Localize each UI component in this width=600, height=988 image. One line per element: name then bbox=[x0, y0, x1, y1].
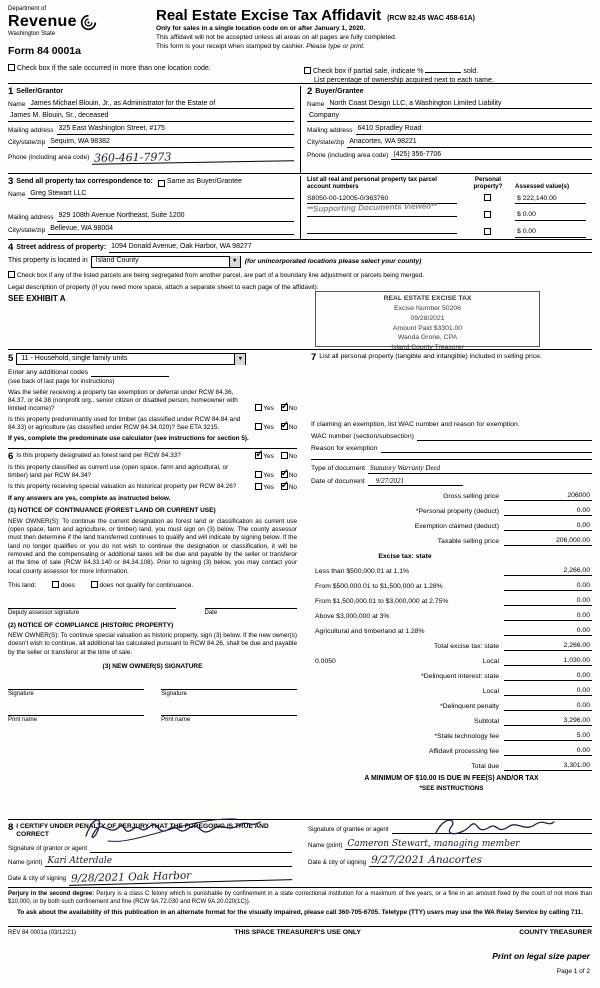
new-owner-signature-cell bbox=[8, 679, 144, 699]
wac-number-field[interactable] bbox=[417, 432, 592, 441]
new-owner-printname-cell bbox=[161, 705, 297, 725]
additional-codes-label: Enter any additional codes bbox=[8, 368, 89, 376]
top-check-row bbox=[8, 62, 592, 84]
no-label: No bbox=[288, 453, 297, 461]
does-label: does bbox=[60, 582, 75, 590]
grantee-signature-label: Signature of grantee or agent bbox=[308, 826, 389, 834]
tax-row-label: *Delinquent penalty bbox=[440, 703, 499, 710]
new-owner-printname-line-2[interactable] bbox=[161, 705, 297, 716]
segregated-label: Check box if any of the listed parcels are being segregated from another parcel, are part of a boundary line adjustment or parcels being merged. bbox=[16, 271, 425, 279]
type-or-print-note: Please type or print. bbox=[306, 43, 365, 51]
stamp-treasurer-title: Island County Treasurer bbox=[391, 344, 464, 352]
print-name-label: Print name bbox=[161, 716, 191, 723]
seller-name-line1[interactable]: James Michael Blouin, Jr., as Administrator for the Estate of bbox=[28, 100, 294, 110]
street-address-field[interactable]: 1094 Donald Avenue, Oak Harbor, WA 98277 bbox=[109, 243, 592, 253]
tax-row-value[interactable]: 0.00 bbox=[504, 627, 592, 636]
historic-property-question: Is this property receiving special valuation as historical property per RCW 84.26? bbox=[8, 483, 237, 491]
multi-location-label: Check box if the sale occurred in more than one location code. bbox=[16, 65, 211, 72]
stamp-title: REAL ESTATE EXCISE TAX bbox=[383, 295, 472, 302]
land-does-checkbox[interactable] bbox=[52, 581, 59, 588]
no-label: No bbox=[288, 472, 297, 480]
yes-label: Yes bbox=[263, 484, 274, 492]
revenue-wordmark: Revenue bbox=[8, 13, 77, 30]
minimum-due-note: A MINIMUM OF $10.00 IS DUE IN FEE(S) AND/OR TAX bbox=[364, 775, 539, 783]
seller-heading: Seller/Grantor bbox=[16, 87, 63, 95]
section-3-number: 3 bbox=[8, 176, 14, 187]
tax-row-label: Gross selling price bbox=[443, 493, 499, 500]
buyer-heading: Buyer/Grantee bbox=[315, 87, 364, 95]
tax-row-label: Subtotal bbox=[474, 718, 499, 725]
land-use-select[interactable] bbox=[16, 353, 246, 365]
correspondence-heading: Send all property tax correspondence to: bbox=[16, 177, 153, 185]
stamp-amount-paid: Amount Paid $3301.00 bbox=[392, 324, 463, 332]
yes-label: Yes bbox=[263, 453, 274, 461]
correspondence-name-label: Name bbox=[8, 191, 26, 199]
timber-use-answer bbox=[250, 423, 297, 432]
tax-computation-table bbox=[311, 486, 592, 792]
tax-row bbox=[311, 741, 592, 756]
tax-row-label: Local bbox=[482, 658, 499, 665]
current-use-no-checkbox[interactable] bbox=[281, 471, 288, 478]
assessed-value-field[interactable]: $ 222,140.00 bbox=[515, 195, 586, 204]
seller-buyer-section bbox=[8, 84, 592, 174]
form-header bbox=[8, 6, 592, 62]
seller-address-field[interactable]: 325 East Washington Street, #175 bbox=[57, 125, 294, 135]
header-note-3: This form is your receipt when stamped by cashier. bbox=[156, 43, 305, 51]
tax-row bbox=[311, 561, 592, 576]
tax-row bbox=[311, 531, 592, 546]
calculator-note: If yes, complete the predominate use calculator (see instructions for section 5). bbox=[8, 434, 249, 442]
buyer-phone-field[interactable]: (425) 356-7706 bbox=[391, 151, 592, 161]
multi-location-checkbox[interactable] bbox=[8, 64, 15, 71]
timber-no-checkbox[interactable] bbox=[281, 423, 288, 430]
tax-row-label: Taxable selling price bbox=[437, 538, 499, 545]
tax-row bbox=[311, 666, 592, 681]
located-in-label: This property is located in bbox=[8, 257, 88, 265]
buyer-column bbox=[300, 86, 592, 173]
parcel-row bbox=[307, 225, 592, 238]
certification-section bbox=[8, 820, 592, 888]
tax-row bbox=[311, 591, 592, 606]
section-5-number: 5 bbox=[8, 353, 14, 365]
no-label: No bbox=[288, 484, 297, 492]
parcel-numbers-header: List all real and personal property tax parcel account numbers bbox=[307, 176, 437, 191]
tax-row-value[interactable]: 0.00 bbox=[504, 702, 592, 711]
new-owner-signature-cell bbox=[161, 679, 297, 699]
exemption-reason-label: Reason for exemption bbox=[311, 444, 378, 452]
tax-row bbox=[311, 576, 592, 591]
correspondence-address-field[interactable]: 929 108th Avenue Northeast, Suite 1200 bbox=[57, 212, 294, 222]
forest-yes-checkbox[interactable] bbox=[255, 452, 262, 459]
seller-exemption-no-checkbox[interactable] bbox=[281, 404, 288, 411]
timber-yes-checkbox[interactable] bbox=[255, 423, 262, 430]
tax-row-value[interactable]: 0.00 bbox=[504, 612, 592, 621]
tax-row bbox=[311, 516, 592, 531]
seller-exemption-answer bbox=[250, 404, 297, 413]
partial-sale-percent-field[interactable] bbox=[425, 64, 461, 73]
correspondence-address-label: Mailing address bbox=[8, 213, 54, 221]
supporting-documents-stamp: **Supporting Documents Viewed** bbox=[306, 201, 438, 214]
deputy-assessor-label: Deputy assessor signature bbox=[8, 610, 80, 617]
current-use-question: Is this property classified as current use (open space, farm and agricultural, or timber) land per RCW 84.34? bbox=[8, 464, 229, 480]
tax-row bbox=[311, 726, 592, 741]
deputy-date-line[interactable] bbox=[205, 598, 297, 609]
treasurer-space-label: THIS SPACE TREASURER'S USE ONLY bbox=[234, 929, 361, 937]
document-date-field[interactable]: 9/27/2021 bbox=[368, 477, 463, 487]
assessed-value-field[interactable]: $ 0.00 bbox=[515, 228, 586, 237]
grantor-date-city-field[interactable]: 9/28/2021 Oak Harbor bbox=[69, 868, 292, 885]
tax-row-value[interactable]: 5.00 bbox=[504, 732, 592, 741]
tax-row-label: From $500,000.01 to $1,500,000 at 1.28% bbox=[315, 583, 443, 590]
legal-description-label: Legal description of property (if you need more space, attach a separate sheet to each page of the affidavit): bbox=[8, 283, 319, 291]
tax-row-value[interactable]: 3,301.00 bbox=[504, 762, 592, 771]
legal-description-text[interactable]: SEE EXHIBIT A bbox=[8, 294, 66, 303]
footer-strip bbox=[8, 926, 592, 940]
personal-property-header: Personal property? bbox=[473, 176, 503, 191]
tax-row-label: *Personal property (deduct) bbox=[415, 508, 499, 515]
county-select-value: Island County bbox=[95, 257, 139, 265]
tax-row-value[interactable]: 0.00 bbox=[504, 687, 592, 696]
rcw-reference: (RCW 82.45 WAC 458-61A) bbox=[387, 15, 475, 22]
buyer-citystatezip-field[interactable]: Anacortes, WA 98221 bbox=[347, 138, 592, 148]
buyer-citystatezip-label: City/state/zip bbox=[307, 139, 345, 147]
county-treasurer-label: COUNTY TREASURER bbox=[519, 929, 592, 937]
unincorporated-note: (for unincorporated locations please select your county) bbox=[244, 257, 422, 265]
seller-phone-label: Phone (including area code) bbox=[8, 154, 90, 162]
assessed-values-header: Assessed value(s) bbox=[515, 183, 570, 191]
section-2-number: 2 bbox=[307, 86, 313, 97]
local-rate: 0.0050 bbox=[315, 658, 336, 665]
tax-row bbox=[311, 681, 592, 696]
perjury-notice bbox=[8, 888, 592, 926]
tax-row-label: Exemption claimed (deduct) bbox=[414, 523, 499, 530]
personal-property-checkbox[interactable] bbox=[484, 194, 491, 201]
notice1-body: NEW OWNER(S): To continue the current designation as forest land or classification as current use (open space, farm and agriculture, or timber) land, you must sign on (3) below. The county assessor must then determine if the land transferred continues to qualify and will indicate by signing below. If the land no longer qualifies or you do not wish to continue the designation or classification, it will be removed and the compensating or additional taxes will be due and payable by the seller or transferor at the time of sale (RCW 84.33.140 or 84.34.108). Prior to signing (3) below, you may contact your local county assessor for more information. bbox=[8, 517, 297, 575]
tax-row-value[interactable]: 0.00 bbox=[504, 507, 592, 516]
if-yes-note: If any answers are yes, complete as instructed below. bbox=[8, 495, 171, 503]
seller-name-line2[interactable]: James M. Blouin, Sr., deceased bbox=[8, 112, 294, 122]
seller-citystatezip-field[interactable]: Sequim, WA 98382 bbox=[48, 138, 294, 148]
tax-row-value[interactable]: 206000 bbox=[504, 492, 592, 501]
seller-address-label: Mailing address bbox=[8, 126, 54, 134]
county-select[interactable] bbox=[91, 256, 241, 268]
tax-row-value[interactable]: 0.00 bbox=[504, 597, 592, 606]
print-name-label: Print name bbox=[8, 716, 38, 723]
grantee-signature-line[interactable] bbox=[392, 825, 593, 834]
partial-sale-label: Check box if partial sale, indicate % bbox=[312, 68, 424, 75]
yes-label: Yes bbox=[263, 423, 274, 431]
land-use-dropdown-arrow-icon[interactable]: ▼ bbox=[234, 354, 245, 365]
buyer-name-line1[interactable]: North Coast Design LLC, a Washington Limited Liability bbox=[327, 100, 592, 110]
grantor-signature-label: Signature of grantor or agent bbox=[8, 845, 88, 853]
additional-codes-note: (see back of last page for instructions) bbox=[8, 378, 115, 385]
notice2-title: (2) NOTICE OF COMPLIANCE (HISTORIC PROPERTY) bbox=[8, 621, 174, 629]
document-date-label: Date of document bbox=[311, 478, 365, 485]
see-instructions-note: *SEE INSTRUCTIONS bbox=[419, 785, 484, 793]
notice1-title: (1) NOTICE OF CONTINUANCE (FOREST LAND OR CURRENT USE) bbox=[8, 507, 216, 515]
tax-row bbox=[311, 696, 592, 711]
additional-codes-field[interactable] bbox=[91, 368, 169, 377]
forest-land-answer bbox=[250, 452, 297, 461]
rev-form-number: REV 84 0001a (03/12/21) bbox=[8, 929, 77, 936]
right-middle-column bbox=[304, 353, 592, 819]
grantor-name-print-label: Name (print) bbox=[8, 859, 43, 867]
tax-row bbox=[311, 621, 592, 636]
does-not-label: does not qualify for continuance. bbox=[99, 582, 194, 590]
buyer-name-label: Name bbox=[307, 101, 325, 109]
legal-description-area bbox=[8, 288, 592, 350]
segregated-checkbox[interactable] bbox=[8, 271, 15, 278]
forest-no-checkbox[interactable] bbox=[281, 452, 288, 459]
tax-row bbox=[311, 636, 592, 651]
grantee-date-city-label: Date & city of signing bbox=[308, 858, 367, 866]
accessibility-note: To ask about the availability of this publication in an alternate format for the visually impaired, please call 360-705-6705. Teletype (TTY) users may use the WA Relay Service by calling 711. bbox=[16, 908, 583, 916]
header-note-1: Only for sales in a single location code on or after January 1, 2020. bbox=[156, 24, 366, 32]
buyer-phone-label: Phone (including area code) bbox=[307, 152, 389, 160]
correspondence-column bbox=[8, 176, 300, 239]
seller-exemption-yes-checkbox[interactable] bbox=[255, 404, 262, 411]
timber-use-question: Is this property predominantly used for timber (as classified under RCW 84.84 and 84.33) or agriculture (as classified under RCW 84.34.020)? See ETA 3215. bbox=[8, 415, 241, 431]
buyer-address-field[interactable]: 6410 Spradley Road bbox=[356, 125, 592, 135]
grantor-date-city-label: Date & city of signing bbox=[8, 874, 67, 882]
section-6 bbox=[8, 448, 297, 724]
document-type-label: Type of document bbox=[311, 465, 366, 473]
tax-row-label: *Delinquent interest: state bbox=[421, 673, 499, 680]
new-owner-signature-line-2[interactable] bbox=[161, 679, 297, 690]
parcels-table bbox=[300, 176, 592, 239]
tax-row-label: From $1,500,000.01 to $3,000,000 at 2.75% bbox=[315, 598, 449, 605]
section-7-number: 7 bbox=[311, 352, 317, 363]
tax-row-label: *State technology fee bbox=[434, 733, 499, 740]
excise-state-header-row bbox=[311, 546, 592, 561]
form-title: Real Estate Excise Tax Affidavit bbox=[156, 7, 382, 24]
tax-row bbox=[311, 651, 592, 666]
header-note-2: This affidavit will not be accepted unless all areas on all pages are fully completed. bbox=[156, 33, 397, 41]
grantor-name-print-field[interactable]: Kari Atterdale bbox=[45, 857, 292, 867]
signature-label: Signature bbox=[8, 691, 34, 698]
no-label: No bbox=[288, 423, 297, 431]
document-type-field[interactable]: Statutory Warranty Deed bbox=[368, 464, 592, 474]
tax-row-value[interactable]: 206,000.00 bbox=[504, 537, 592, 546]
personal-property-heading: List all personal property (tangible and intangible) included in selling price. bbox=[319, 353, 542, 360]
yes-label: Yes bbox=[263, 472, 274, 480]
property-section bbox=[8, 240, 592, 291]
signature-label: Signature bbox=[161, 691, 187, 698]
certification-statement: I CERTIFY UNDER PENALTY OF PERJURY THAT THE FOREGOING IS TRUE AND CORRECT bbox=[16, 823, 269, 838]
seller-exemption-question: Was the seller receiving a property tax exemption or deferral under RCW 84.36, 84.37, or 84.38 (nonprofit org., senior citizen or disabled person, homeowner with limited income)? bbox=[8, 388, 238, 412]
excise-tax-stamp bbox=[315, 291, 540, 352]
correspondence-citystatezip-label: City/state/zip bbox=[8, 226, 46, 234]
tax-row-value[interactable]: 3,296.00 bbox=[504, 717, 592, 726]
dept-of-label: Department of bbox=[8, 6, 47, 12]
section-1-number: 1 bbox=[8, 86, 14, 97]
tax-row-label: Less than $500,000.01 at 1.1% bbox=[315, 568, 410, 575]
print-legal-size-note: Print on legal size paper bbox=[492, 951, 590, 962]
tax-row-label: Above $3,000,000 at 3% bbox=[315, 613, 390, 620]
this-land-label: This land: bbox=[8, 582, 37, 590]
personal-property-checkbox[interactable] bbox=[484, 211, 491, 218]
seller-citystatezip-label: City/state/zip bbox=[8, 139, 46, 147]
document-info bbox=[311, 459, 592, 487]
land-does-not-checkbox[interactable] bbox=[91, 581, 98, 588]
grantor-certification bbox=[8, 823, 300, 887]
deputy-date-cell bbox=[205, 598, 297, 618]
buyer-address-label: Mailing address bbox=[307, 126, 353, 134]
section-4-number: 4 bbox=[8, 242, 14, 254]
tax-row-label: Local bbox=[482, 688, 499, 695]
grantee-name-print-label: Name (print) bbox=[308, 842, 343, 850]
grantee-certification bbox=[300, 823, 592, 887]
notice3-title: (3) NEW OWNER(S) SIGNATURE bbox=[102, 662, 203, 670]
middle-region bbox=[8, 350, 592, 820]
section-6-number: 6 bbox=[8, 450, 14, 462]
tax-row-value[interactable]: 0.00 bbox=[504, 747, 592, 756]
grantor-signature-line[interactable] bbox=[90, 844, 292, 853]
wac-number-label: WAC number (section/subsection) bbox=[311, 432, 414, 440]
dor-logo bbox=[8, 6, 156, 62]
partial-sale-checkbox[interactable] bbox=[304, 67, 311, 74]
tax-row bbox=[311, 606, 592, 621]
ownership-percent-note: List percentage of ownership acquired next to each name. bbox=[314, 76, 494, 84]
tax-row bbox=[311, 501, 592, 516]
personal-property-checkbox[interactable] bbox=[484, 228, 491, 235]
parcel-number-field[interactable]: S8050-00-12005-0/363760 bbox=[307, 195, 457, 204]
section-8-number: 8 bbox=[8, 822, 14, 833]
correspondence-citystatezip-field[interactable]: Bellevue, WA 98004 bbox=[48, 225, 294, 235]
tax-row-label: Affidavit processing fee bbox=[428, 748, 499, 755]
tax-row-label: Total due bbox=[471, 763, 499, 770]
historic-no-checkbox[interactable] bbox=[281, 483, 288, 490]
seller-name-label: Name bbox=[8, 101, 26, 109]
tax-row-value[interactable]: 2,266.00 bbox=[504, 642, 592, 651]
deputy-assessor-signature-line[interactable] bbox=[8, 598, 176, 609]
new-owner-printname-line-1[interactable] bbox=[8, 705, 144, 716]
tax-row-value[interactable]: 0.00 bbox=[504, 672, 592, 681]
sold-label: sold. bbox=[463, 68, 479, 75]
seller-column bbox=[8, 86, 300, 173]
perjury-lead: Perjury in the second degree: bbox=[8, 891, 95, 897]
washington-state-label: Washington State bbox=[8, 30, 56, 37]
tax-row-value[interactable]: 2,266.00 bbox=[504, 567, 592, 576]
tax-row-value[interactable]: 1,030.00 bbox=[504, 657, 592, 666]
grantee-date-city-field[interactable]: 9/27/2021 Anacortes bbox=[369, 855, 592, 867]
tax-row-value[interactable]: 0.00 bbox=[504, 582, 592, 591]
correspondence-name-field[interactable]: Greg Stewart LLC bbox=[28, 190, 294, 200]
historic-property-answer bbox=[250, 483, 297, 492]
form-number: Form 84 0001a bbox=[8, 45, 81, 57]
tax-row bbox=[311, 756, 592, 771]
personal-property-blank-area[interactable] bbox=[311, 363, 592, 421]
left-middle-column bbox=[8, 353, 304, 819]
street-address-label: Street address of property: bbox=[16, 244, 107, 251]
stamp-treasurer-name: Wanda Grone, CPA bbox=[397, 334, 458, 342]
land-use-select-value: 11 - Household, single family units bbox=[21, 354, 128, 362]
land-qualify-row bbox=[8, 581, 297, 590]
current-use-yes-checkbox[interactable] bbox=[255, 471, 262, 478]
tax-row bbox=[311, 486, 592, 501]
deputy-date-label: Date bbox=[204, 610, 218, 617]
historic-yes-checkbox[interactable] bbox=[255, 483, 262, 490]
dor-swirl-icon bbox=[80, 14, 97, 31]
current-use-answer bbox=[250, 471, 297, 480]
page-number: Page 1 of 2 bbox=[556, 967, 590, 975]
yes-label: Yes bbox=[263, 404, 274, 412]
parcel-number-field[interactable] bbox=[307, 225, 457, 234]
excise-state-header: Excise tax: state bbox=[378, 553, 432, 560]
tax-row-label: Agricultural and timberland at 1.28% bbox=[315, 628, 425, 635]
exemption-reason-field[interactable] bbox=[381, 444, 593, 453]
correspondence-parcels-section bbox=[8, 174, 592, 240]
notice2-body: NEW OWNER(S): To continue special valuation as historic property, sign (3) below. If the new owner(s) doesn't wish to continue, all additional tax calculated pursuant to RCW 84.26, shall be due and payable by the seller or transferor at the time of sale. bbox=[8, 631, 297, 656]
parcel-row bbox=[307, 194, 592, 204]
assessed-value-field[interactable]: $ 0.00 bbox=[515, 211, 586, 220]
perjury-body: Perjury is a class C felony which is punishable by confinement in a state correctional institution for a maximum of five years, or a fine in an amount fixed by the court of not more than $10,000, or by both such confinement and fine (RCW 9A.72.030 and RCW 9A.20.020(1C)). bbox=[8, 891, 593, 905]
new-owner-signature-line-1[interactable] bbox=[8, 679, 144, 690]
tax-row-value[interactable]: 0.00 bbox=[504, 522, 592, 531]
tax-row-label: Total excise tax: state bbox=[434, 643, 499, 650]
seller-phone-field[interactable]: 360-461-7973 bbox=[92, 149, 294, 165]
same-as-buyer-label: Same as Buyer/Grantee bbox=[166, 177, 242, 185]
grantee-name-print-field[interactable]: Cameron Stewart, managing member bbox=[345, 840, 592, 850]
forest-land-question: Is this property designated as forest land per RCW 84.33? bbox=[16, 451, 181, 459]
deputy-assessor-cell bbox=[8, 598, 176, 618]
buyer-name-line2[interactable]: Company bbox=[307, 112, 592, 122]
new-owner-printname-cell bbox=[8, 705, 144, 725]
county-dropdown-arrow-icon[interactable]: ▼ bbox=[229, 256, 240, 267]
exemption-claim-note: If claiming an exemption, list WAC number and reason for exemption. bbox=[311, 420, 520, 428]
no-label: No bbox=[288, 404, 297, 412]
stamp-date: 09/28/2021 bbox=[410, 314, 445, 322]
same-as-buyer-checkbox[interactable] bbox=[158, 180, 165, 187]
stamp-excise-number: Excise Number 50206 bbox=[394, 304, 461, 312]
tax-row bbox=[311, 711, 592, 726]
